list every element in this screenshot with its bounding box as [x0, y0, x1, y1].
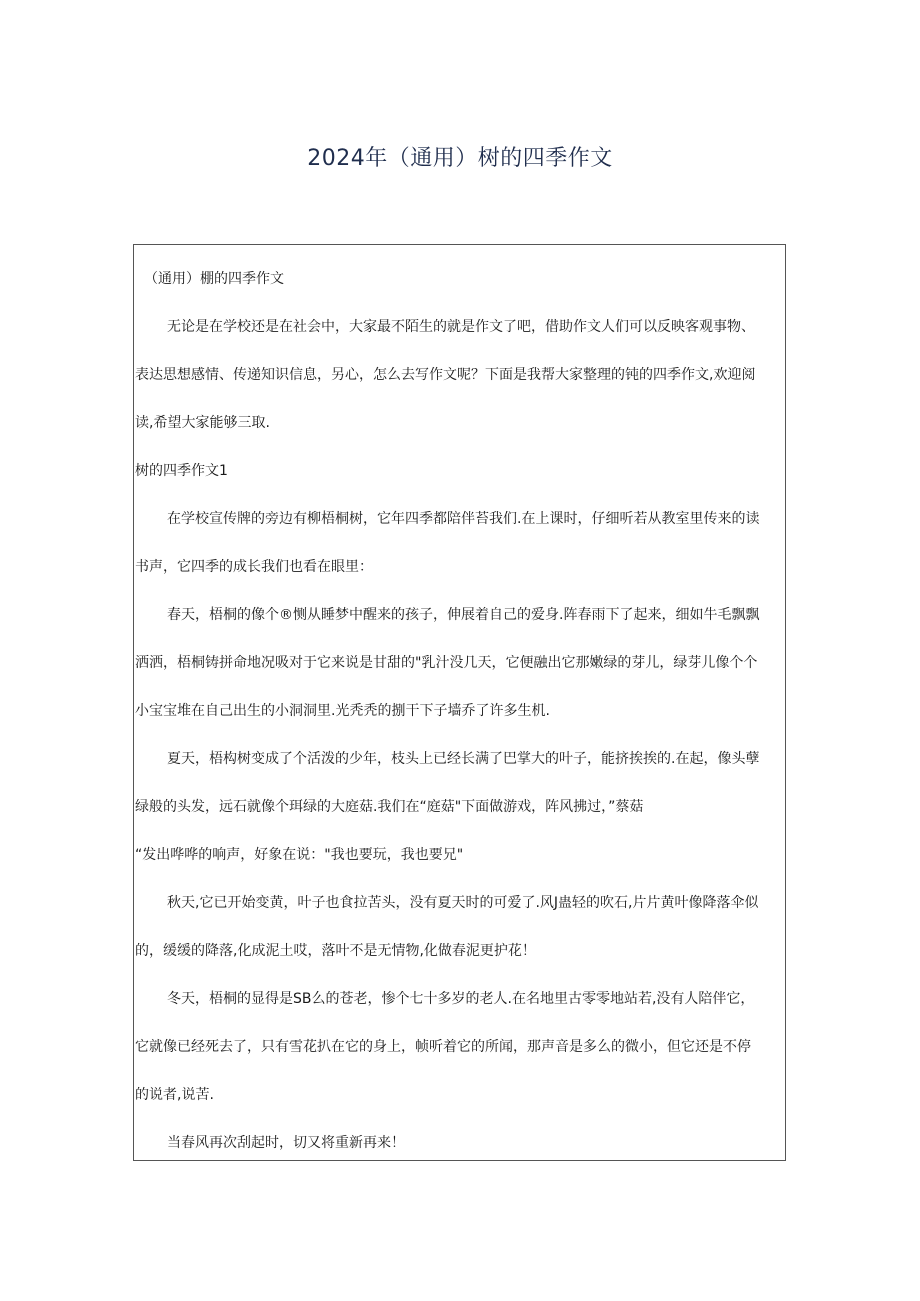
autumn-paragraph-line: 秋天,它已开始变黄，叶子也食拉苦头，没有夏天时的可爱了.风J蛊轻的吹石,片片黄叶像降落伞似	[167, 895, 759, 911]
spring-paragraph-line: 洒洒，梧桐铸拼命地况吸对于它来说是甘甜的"乳汁没几天，它便融出它那嫩绿的芽儿，绿芽儿像个个	[135, 655, 758, 671]
autumn-paragraph-line: 的，缓缓的降落,化成泥土哎，落叶不是无情物,化做春泥更护花！	[135, 943, 536, 959]
spring-paragraph-line: 小宝宝堆在自己出生的小洞洞里.光秃秃的捌干下子墙乔了许多生机.	[135, 703, 550, 719]
intro-paragraph-line: 读,希望大家能够三取.	[135, 415, 270, 431]
essay-content-box	[133, 244, 786, 1161]
section-heading: 树的四季作文1	[135, 463, 228, 479]
essay-subtitle: （通用）棚的四季作文	[144, 271, 284, 287]
body-paragraph-line: 书声，它四季的成长我们也看在眼里：	[135, 559, 373, 575]
intro-paragraph-line: 无论是在学校还是在社会中，大家最不陌生的就是作文了吧，借助作文人们可以反映客观事物、	[167, 319, 755, 335]
winter-paragraph-line: 它就像已经死去了，只有雪花扒在它的身上，帧听着它的所闻，那声音是多么的微小，但它还是不停	[135, 1039, 751, 1055]
summer-paragraph-line: “发出哗哗的响声，好象在说："我也要玩，我也要兄"	[135, 847, 464, 863]
page-title: 2024年（通用）树的四季作文	[307, 146, 613, 171]
winter-paragraph-line: 的说者,说苦.	[135, 1087, 214, 1103]
closing-paragraph-line: 当春风再次刮起时，切又将重新再来！	[167, 1135, 405, 1151]
body-paragraph-line: 在学校宣传牌的旁边有柳梧桐树，它年四季都陪伴苔我们.在上课时，仔细听若从教室里传来的读	[167, 511, 760, 527]
spring-paragraph-line: 春天，梧桐的像个®恻从睡梦中醒来的孩子，伸展着自己的爱身.阵春雨下了起来，细如牛毛飘飘	[167, 607, 760, 623]
summer-paragraph-line: 绿般的头发，远石就像个珥绿的大庭菇.我们在“庭菇"下面做游戏，阵风拂过，”蔡菇	[135, 799, 644, 815]
winter-paragraph-line: 冬天，梧桐的显得是SB么的苍老，惨个七十多岁的老人.在名地里古零零地站若,没有人陪伴它，	[167, 991, 755, 1007]
intro-paragraph-line: 表达思想感情、传递知识信息，另心，怎么去写作文呢？下面是我帮大家整理的钝的四季作文,欢迎阅	[135, 367, 756, 383]
summer-paragraph-line: 夏天，梧构树变成了个活泼的少年，枝头上已经长满了巴掌大的叶子，能挤挨挨的.在起，像头孽	[167, 751, 760, 767]
